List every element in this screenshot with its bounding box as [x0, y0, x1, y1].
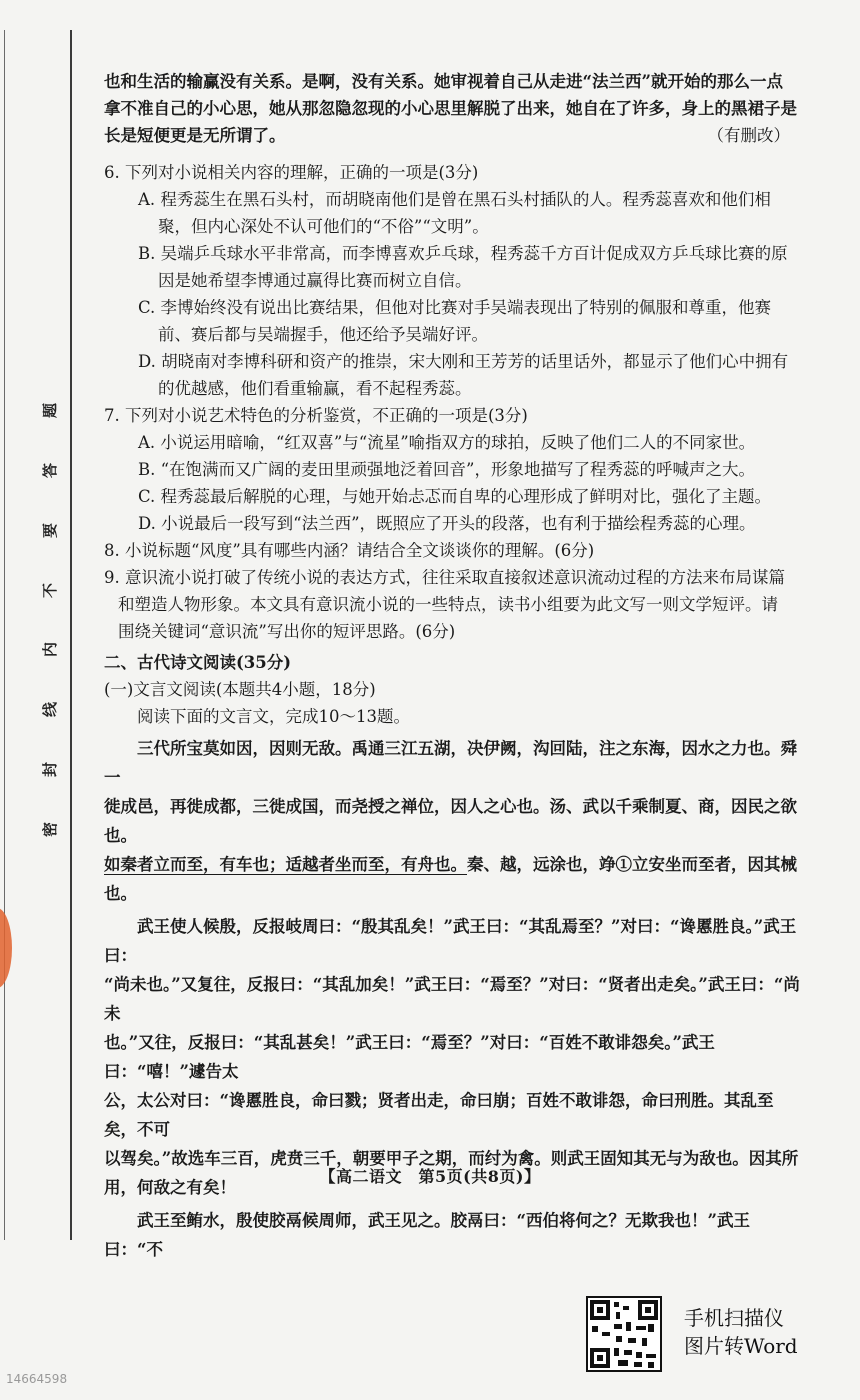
option-b: B. 吴端乒乓球水平非常高，而李博喜欢乒乓球，程秀蕊千方百计促成双方乒乓球比赛的原	[138, 244, 788, 263]
qr-code	[586, 1296, 662, 1372]
question-6	[104, 159, 804, 402]
option-a-cont: 聚，但内心深处不认可他们的“不俗”“文明”。	[158, 217, 489, 236]
text-line: 用，何敌之有矣！	[104, 1178, 236, 1197]
seal-char: 要	[41, 522, 60, 538]
text-line: 三代所宝莫如因，因则无敌。禹通三江五湖，决伊阙，沟回陆，注之东海，因水之力也。舜一	[104, 739, 797, 787]
seal-char: 题	[41, 402, 60, 419]
text-line: 武王至鲔水，殷使胶鬲候周师，武王见之。胶鬲曰：“西伯将何之？无欺我也！”武王曰：“不	[104, 1211, 750, 1259]
page-footer: 【高二语文 第5页(共8页)】	[319, 1167, 541, 1186]
source-note: （有删改）	[707, 126, 790, 145]
text-line: 也和生活的输赢没有关系。是啊，没有关系。她审视着自己从走进“法兰西”就开始的那么一点	[104, 72, 783, 91]
text-line	[104, 850, 804, 908]
watermark-line: 手机扫描仪	[684, 1306, 784, 1330]
text-line: 以驾矣。”故选车三百，虎贲三千，朝要甲子之期，而纣为禽。则武王固知其无与为敌也。因其所	[104, 1149, 799, 1168]
text-line: 拿不准自己的小心思，她从那忽隐忽现的小心思里解脱了出来，她自在了许多，身上的黑裙子是	[104, 99, 797, 118]
instruction: 阅读下面的文言文，完成10～13题。	[137, 707, 410, 726]
option-a: A. 小说运用暗喻，“红双喜”与“流星”喻指双方的球拍，反映了他们二人的不同家世。	[138, 433, 756, 452]
binding-line	[70, 30, 72, 1240]
option-d: D. 胡晓南对李博科研和资产的推崇，宋大刚和王芳芳的话里话外，都显示了他们心中拥有	[138, 352, 789, 371]
seal-line-notice	[36, 400, 64, 840]
text-line: 武王使人候殷，反报岐周曰：“殷其乱矣！”武王曰：“其乱焉至？”对曰：“谗慝胜良。”武王曰：	[104, 917, 797, 965]
option-c: C. 程秀蕊最后解脱的心理，与她开始忐忑而自卑的心理形成了鲜明对比，强化了主题。	[138, 487, 772, 506]
seal-char: 密	[41, 821, 60, 837]
text-span: 秦、越，远涂也，竫①立安坐而至者，因其械也。	[104, 855, 797, 903]
binding-edge-line	[4, 30, 5, 1240]
question-stem: 7. 下列对小说艺术特色的分析鉴赏，不正确的一项是(3分)	[104, 406, 528, 425]
text-line: 公，太公对曰：“谗慝胜良，命曰戮；贤者出走，命曰崩；百姓不敢诽怨，命曰刑胜。其乱至矣，不可	[104, 1091, 774, 1139]
option-b-cont: 因是她希望李博通过赢得比赛而树立自信。	[158, 271, 472, 290]
question-9	[104, 564, 804, 645]
option-a: A. 程秀蕊生在黑石头村，而胡晓南他们是曾在黑石头村插队的人。程秀蕊喜欢和他们相	[138, 190, 771, 209]
seal-char: 内	[41, 642, 60, 658]
text-line: 长是短便更是无所谓了。	[104, 126, 286, 145]
exam-page-content	[104, 68, 804, 1264]
text-line: 徙成邑，再徙成都，三徙成国，而尧授之禅位，因人之心也。汤、武以千乘制夏、商，因民之欲也。	[104, 797, 797, 845]
underlined-sentence: 如秦者立而至，有车也；适越者坐而至，有舟也。	[104, 855, 467, 874]
qr-code-icon	[588, 1298, 660, 1370]
red-stamp-mark	[0, 908, 12, 988]
seal-char: 封	[41, 762, 60, 778]
question-stem: 6. 下列对小说相关内容的理解，正确的一项是(3分)	[104, 163, 479, 182]
text-line: 围绕关键词“意识流”写出你的短评思路。(6分)	[118, 622, 456, 641]
option-c-cont: 前、赛后都与吴端握手，他还给予吴端好评。	[158, 325, 488, 344]
question-8: 8. 小说标题“风度”具有哪些内涵？请结合全文谈谈你的理解。(6分)	[104, 541, 595, 560]
question-7	[104, 402, 804, 537]
option-d-cont: 的优越感，他们看重输赢，看不起程秀蕊。	[158, 379, 472, 398]
option-b: B. “在饱满而又广阔的麦田里顽强地泛着回音”，形象地描写了程秀蕊的呼喊声之大。	[138, 460, 755, 479]
subsection-heading: (一)文言文阅读(本题共4小题，18分)	[104, 680, 376, 699]
scan-id: 14664598	[6, 1372, 68, 1386]
section-heading: 二、古代诗文阅读(35分)	[104, 653, 292, 672]
scanner-watermark	[684, 1304, 798, 1360]
seal-char: 不	[41, 582, 60, 598]
option-d: D. 小说最后一段写到“法兰西”，既照应了开头的段落，也有利于描绘程秀蕊的心理。	[138, 514, 756, 533]
text-line: 也。”又往，反报曰：“其乱甚矣！”武王曰：“焉至？”对曰：“百姓不敢诽怨矣。”武王曰：“嘻！”遽告太	[104, 1033, 715, 1081]
seal-char: 答	[41, 462, 60, 478]
text-line: “尚未也。”又复往，反报曰：“其乱加矣！”武王曰：“焉至？”对曰：“贤者出走矣。”武王曰：“尚未	[104, 975, 800, 1023]
seal-char: 线	[41, 702, 60, 718]
text-line: 和塑造人物形象。本文具有意识流小说的一些特点，读书小组要为此文写一则文学短评。请	[118, 595, 778, 614]
watermark-line: 图片转Word	[684, 1334, 798, 1358]
option-c: C. 李博始终没有说出比赛结果，但他对比赛对手吴端表现出了特别的佩服和尊重，他赛	[138, 298, 772, 317]
text-line: 9. 意识流小说打破了传统小说的表达方式，往往采取直接叙述意识流动过程的方法来布局谋篇	[104, 568, 785, 587]
